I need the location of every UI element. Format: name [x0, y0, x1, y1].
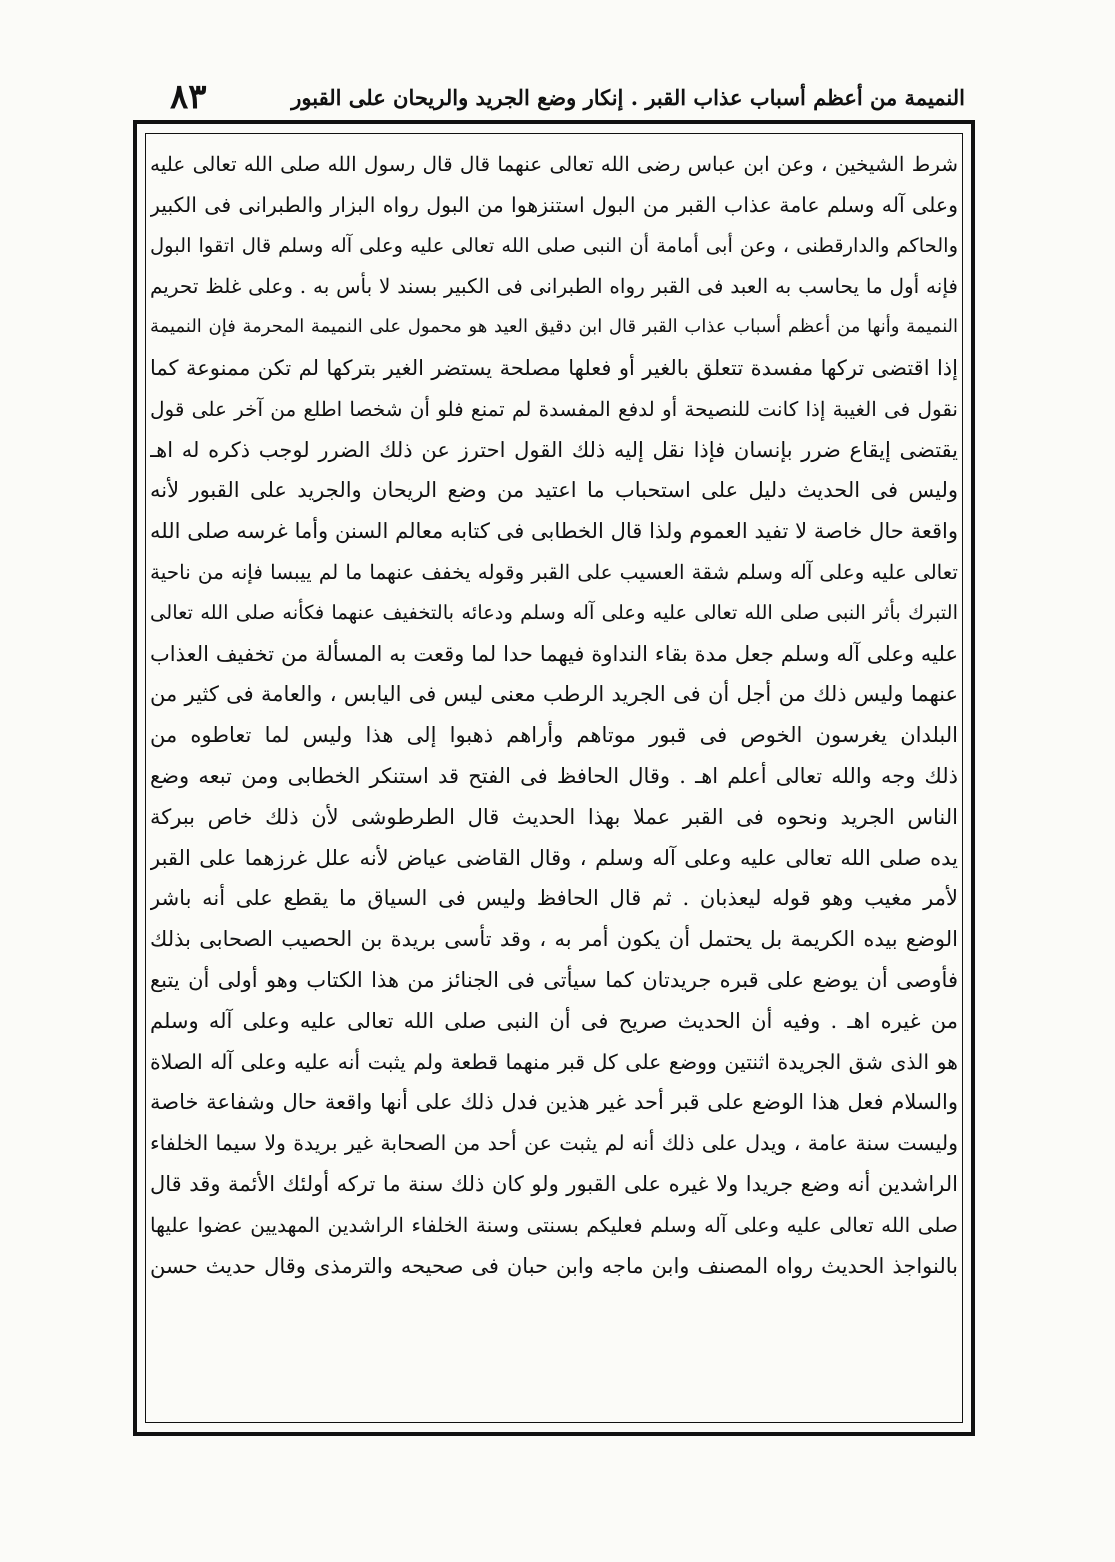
text-line: بالنواجذ الحديث رواه المصنف وابن ماجه وابن حبان فى صحيحه والترمذى وقال حديث حسن	[150, 1253, 958, 1278]
text-line: لأمر مغيب وهو قوله ليعذبان . ثم قال الحافظ وليس فى السياق ما يقطع على أنه باشر	[150, 886, 958, 911]
text-line: عليه وعلى آله وسلم جعل مدة بقاء النداوة فيهما حدا لما وقعت به المسألة من تخفيف العذاب	[150, 641, 958, 666]
text-line: وليست سنة عامة ، ويدل على ذلك أنه لم يثبت عن أحد من الصحابة غير بريدة ولا سيما الخلفاء	[150, 1131, 958, 1156]
text-line: يده صلى الله تعالى عليه وعلى آله وسلم ، وقال القاضى عياض لأنه علل غرزهما على القبر	[150, 845, 958, 870]
text-line: واقعة حال خاصة لا تفيد العموم ولذا قال الخطابى فى كتابه معالم السنن وأما غرسه صلى الله	[150, 519, 958, 544]
text-line: يقتضى إيقاع ضرر بإنسان فإذا نقل إليه ذلك القول احترز عن ذلك الضرر لوجب ذكره له اهـ	[150, 437, 958, 462]
text-line: تعالى عليه وعلى آله وسلم شقة العسيب على القبر وقوله يخفف عنهما ما لم ييبسا فإنه من ناحية	[150, 559, 958, 584]
text-line: الوضع بيده الكريمة بل يحتمل أن يكون أمر به ، وقد تأسى بريدة بن الحصيب الصحابى بذلك	[150, 927, 958, 952]
text-line: وعلى آله وسلم عامة عذاب القبر من البول استنزهوا من البول رواه البزار والطبرانى فى الكبير	[150, 192, 958, 217]
page-header	[170, 74, 965, 120]
text-line: هو الذى شق الجريدة اثنتين ووضع على كل قبر منهما قطعة ولم يثبت أنه عليه وعلى آله الصلاة	[150, 1049, 958, 1074]
text-line: فأوصى أن يوضع على قبره جريدتان كما سيأتى فى الجنائز من هذا الكتاب وهو أولى أن يتبع	[150, 967, 958, 992]
text-line: والحاكم والدارقطنى ، وعن أبى أمامة أن النبى صلى الله تعالى عليه وعلى آله وسلم قال اتقوا البول	[150, 233, 958, 257]
text-line: والسلام فعل هذا الوضع على قبر أحد غير هذين فدل ذلك على أنها واقعة حال وشفاعة خاصة	[150, 1090, 958, 1115]
text-line: الناس الجريد ونحوه فى القبر عملا بهذا الحديث قال الطرطوشى لأن ذلك خاص ببركة	[150, 804, 958, 829]
text-line: نقول فى الغيبة إذا كانت للنصيحة أو لدفع المفسدة لم تمنع فلو أن شخصا اطلع من آخر على قول	[150, 396, 958, 421]
page-number: ٨٣	[170, 77, 207, 117]
text-line: صلى الله تعالى عليه وعلى آله وسلم فعليكم بسنتى وسنة الخلفاء الراشدين المهديين عضوا عليها	[150, 1212, 958, 1237]
text-line: الراشدين أنه وضع جريدا ولا غيره على القبور ولو كان ذلك سنة ما تركه أولئك الأئمة وقد قال	[150, 1171, 958, 1196]
text-line: البلدان يغرسون الخوص فى قبور موتاهم وأراهم ذهبوا إلى هذا وليس لما تعاطوه من	[150, 723, 958, 748]
body-text	[150, 144, 958, 1286]
text-line: فإنه أول ما يحاسب به العبد فى القبر رواه الطبرانى فى الكبير بسند لا بأس به . وعلى غلظ تحريم	[150, 274, 958, 299]
text-line: شرط الشيخين ، وعن ابن عباس رضى الله تعالى عنهما قال قال رسول الله صلى الله تعالى عليه	[150, 152, 958, 176]
text-line: عنهما وليس ذلك من أجل أن فى الجريد الرطب معنى ليس فى اليابس ، والعامة فى كثير من	[150, 682, 958, 707]
text-line: وليس فى الحديث دليل على استحباب ما اعتيد من وضع الريحان والجريد على القبور لأنه	[150, 478, 958, 503]
running-title: النميمة من أعظم أسباب عذاب القبر . إنكار وضع الجريد والريحان على القبور	[291, 84, 965, 110]
text-line: النميمة وأنها من أعظم أسباب عذاب القبر قال ابن دقيق العيد هو محمول على النميمة المحرمة فإن النميمة	[150, 316, 958, 338]
text-line: ذلك وجه والله تعالى أعلم اهـ . وقال الحافظ فى الفتح قد استنكر الخطابى ومن تبعه وضع	[150, 763, 958, 788]
text-line: التبرك بأثر النبى صلى الله تعالى عليه وعلى آله وسلم ودعائه بالتخفيف عنهما فكأنه صلى الله تعالى	[150, 600, 958, 624]
text-line: من غيره اهـ . وفيه أن الحديث صريح فى أن النبى صلى الله تعالى عليه وعلى آله وسلم	[150, 1008, 958, 1033]
text-line: إذا اقتضى تركها مفسدة تتعلق بالغير أو فعلها مصلحة يستضر الغير بتركها لم تكن ممنوعة كما	[150, 355, 958, 380]
